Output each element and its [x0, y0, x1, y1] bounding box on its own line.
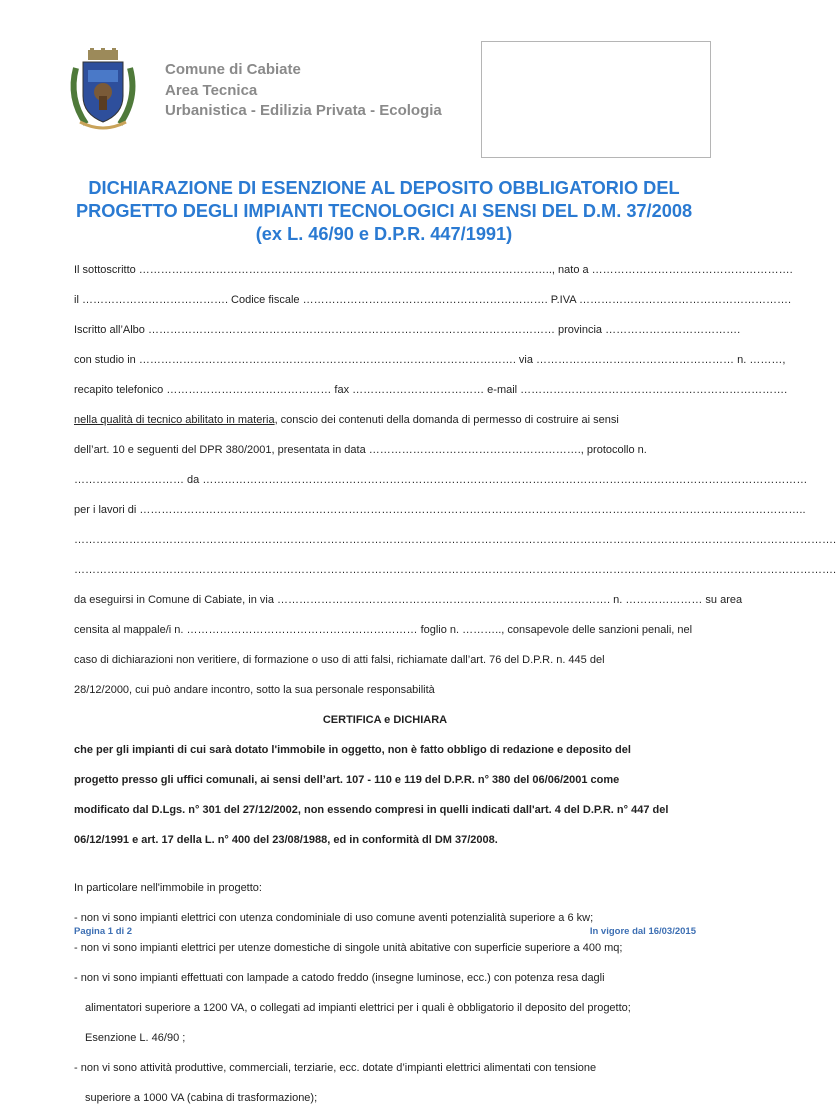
- particulars-item-1: - non vi sono impianti elettrici con utenza condominiale di uso comune aventi potenzialità superiore a 6 kw;: [74, 912, 594, 924]
- title-line-2: PROGETTO DEGLI IMPIANTI TECNOLOGICI AI SENSI DEL D.M. 37/2008: [75, 201, 693, 221]
- penalty-notice-line-1: caso di dichiarazioni non veritiere, di formazione o uso di atti falsi, richiamate dall’art. 76 del D.P.R. n. 445 del: [74, 654, 605, 666]
- field-submission-date-protocol[interactable]: dell’art. 10 e seguenti del DPR 380/2001, presentata in data …………………………………………………., protocollo n.: [74, 444, 647, 456]
- certifies-text-3: modificato dal D.Lgs. n° 301 del 27/12/2002, non essendo compresi in quelli indicati dall'art. 4 del D.P.R. n° 447 del: [74, 804, 669, 816]
- field-birthdate-taxcode-vat[interactable]: il …………………………………. Codice fiscale …………………………………………………………. P.IVA ………………………………………………….: [74, 294, 792, 306]
- particulars-item-2: - non vi sono impianti elettrici per utenze domestiche di singole unità abitative con superficie superiore a 400 mq;: [74, 942, 623, 954]
- certifies-text-1: che per gli impianti di cui sarà dotato l'immobile in oggetto, non è fatto obbligo di redazione e deposito del: [74, 744, 631, 756]
- org-office: Urbanistica - Edilizia Privata - Ecologia: [165, 102, 442, 119]
- certifies-heading: CERTIFICA e DICHIARA: [322, 714, 448, 726]
- certifies-text-2: progetto presso gli uffici comunali, ai sensi dell’art. 107 - 110 e 119 del D.P.R. n° 380 del 06/06/2001 come: [74, 774, 620, 786]
- field-register-province[interactable]: Iscritto all’Albo ………………………………………………………………………………………………… provincia ……………………………….: [74, 324, 741, 336]
- field-contacts[interactable]: recapito telefonico ……………………………………… fax ……………………………… e-mail ……………………………………………………………….: [74, 384, 788, 396]
- field-protocol-from[interactable]: ………………………… da …………………………………………………………………………………………………………………………………………………: [74, 474, 808, 486]
- title-line-1: DICHIARAZIONE DI ESENZIONE AL DEPOSITO OBBLIGATORIO DEL: [88, 178, 680, 198]
- qualification-underlined: nella qualità di tecnico abilitato in materia: [74, 414, 275, 426]
- title-line-3: (ex L. 46/90 e D.P.R. 447/1991): [255, 224, 513, 244]
- particulars-item-3c: Esenzione L. 46/90 ;: [85, 1032, 186, 1044]
- municipal-crest-logo: [66, 48, 140, 130]
- field-cadastral-data[interactable]: censita al mappale/i n. ……………………………………………………… foglio n. ……….., consapevole delle sanzioni penali, nel: [74, 624, 693, 636]
- header-organization: [165, 60, 442, 122]
- qualification-rest: , conscio dei contenuti della domanda di permesso di costruire ai sensi: [274, 414, 619, 426]
- particulars-item-4a: - non vi sono attività produttive, commerciali, terziarie, ecc. dotate d’impianti elettrici alimentati con tensione: [74, 1062, 597, 1074]
- particulars-intro: In particolare nell'immobile in progetto:: [74, 882, 262, 894]
- field-works-description-cont-1[interactable]: ……………………………………………………………………………………………………………………………………………………………………………………….: [74, 534, 836, 546]
- field-works-description[interactable]: per i lavori di ………………………………………………………………………………………………………………………………………………………………..: [74, 504, 806, 516]
- particulars-item-3b: alimentatori superiore a 1200 VA, o collegati ad impianti elettrici per i quali è obbligatorio il deposito del progetto;: [85, 1002, 631, 1014]
- particulars-item-4b: superiore a 1000 VA (cabina di trasformazione);: [85, 1092, 318, 1104]
- field-signer-name-birthplace[interactable]: Il sottoscritto ………………………………………………………………………………………………….., nato a ……………………………………………….: [74, 264, 793, 276]
- org-department: Area Tecnica: [165, 81, 258, 99]
- effective-date: In vigore dal 16/03/2015: [589, 926, 696, 937]
- org-name: Comune di Cabiate: [165, 61, 301, 78]
- document-title: [70, 177, 698, 246]
- particulars-item-3a: - non vi sono impianti effettuati con lampade a catodo freddo (insegne luminose, ecc.) con potenza resa dagli: [74, 972, 605, 984]
- field-works-description-cont-2[interactable]: ……………………………………………………………………………………………………………………………………………………………………………………….: [74, 564, 836, 576]
- field-works-location[interactable]: da eseguirsi in Comune di Cabiate, in via ………………………………………………………………………………. n. ………………… su area: [74, 594, 743, 606]
- qualification-statement: [74, 413, 696, 427]
- protocol-stamp-box: [481, 41, 711, 158]
- certifies-text-4: 06/12/1991 e art. 17 della L. n° 400 del 23/08/1988, ed in conformità dl DM 37/2008.: [74, 834, 498, 846]
- page-number: Pagina 1 di 2: [74, 926, 133, 937]
- penalty-notice-line-2: 28/12/2000, cui può andare incontro, sotto la sua personale responsabilità: [74, 684, 435, 696]
- field-office-address[interactable]: con studio in …………………………………………………………………………………………. via ……………………………………………… n. ………,: [74, 354, 786, 366]
